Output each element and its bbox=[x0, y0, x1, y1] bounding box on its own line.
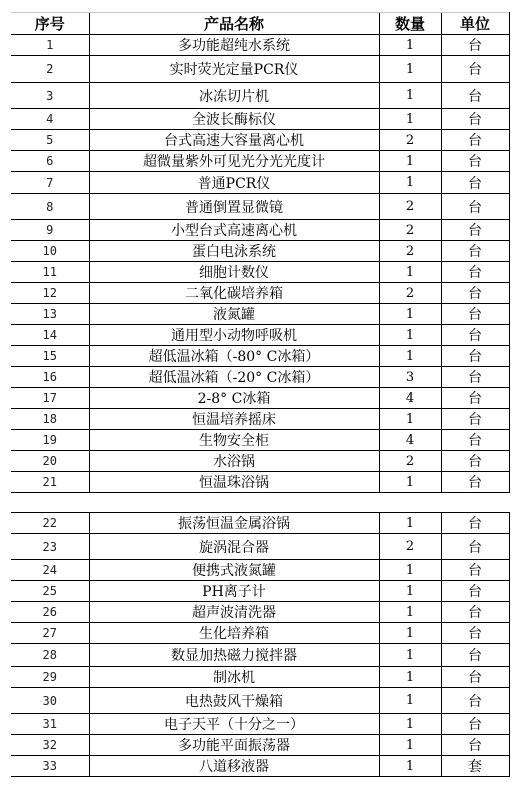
product-name: 便携式液氮罐 bbox=[89, 560, 379, 581]
product-name: 旋涡混合器 bbox=[89, 534, 379, 560]
row-number: 12 bbox=[11, 283, 89, 304]
table-row bbox=[11, 451, 509, 472]
row-number: 22 bbox=[11, 513, 89, 534]
row-number: 9 bbox=[11, 220, 89, 241]
unit: 台 bbox=[441, 472, 509, 493]
row-number: 17 bbox=[11, 388, 89, 409]
table-row bbox=[11, 304, 509, 325]
row-number: 24 bbox=[11, 560, 89, 581]
table-row bbox=[11, 560, 509, 581]
quantity: 1 bbox=[379, 262, 441, 283]
product-name: 电子天平（十分之一） bbox=[89, 714, 379, 735]
row-number: 19 bbox=[11, 430, 89, 451]
product-name: 生物安全柜 bbox=[89, 430, 379, 451]
table-row bbox=[11, 283, 509, 304]
quantity: 4 bbox=[379, 430, 441, 451]
unit: 台 bbox=[441, 262, 509, 283]
product-name: 八道移液器 bbox=[89, 756, 379, 777]
quantity: 1 bbox=[379, 623, 441, 644]
unit: 台 bbox=[441, 430, 509, 451]
table-row bbox=[11, 35, 509, 56]
quantity: 1 bbox=[379, 756, 441, 777]
quantity: 1 bbox=[379, 735, 441, 756]
row-number: 4 bbox=[11, 109, 89, 130]
unit: 台 bbox=[441, 602, 509, 623]
unit: 台 bbox=[441, 283, 509, 304]
product-name: 超低温冰箱（-80° C冰箱） bbox=[89, 346, 379, 367]
quantity: 2 bbox=[379, 220, 441, 241]
quantity: 2 bbox=[379, 283, 441, 304]
product-name: 多功能平面振荡器 bbox=[89, 735, 379, 756]
row-number: 10 bbox=[11, 241, 89, 262]
unit: 台 bbox=[441, 83, 509, 109]
unit: 台 bbox=[441, 194, 509, 220]
unit: 台 bbox=[441, 172, 509, 194]
unit: 台 bbox=[441, 581, 509, 602]
unit: 套 bbox=[441, 756, 509, 777]
equipment-table-top bbox=[11, 12, 510, 493]
unit: 台 bbox=[441, 109, 509, 130]
table-row bbox=[11, 409, 509, 430]
product-name: 超声波清洗器 bbox=[89, 602, 379, 623]
unit: 台 bbox=[441, 35, 509, 56]
quantity: 1 bbox=[379, 560, 441, 581]
table-row bbox=[11, 714, 509, 735]
header-no: 序号 bbox=[11, 13, 89, 35]
product-name: 恒温珠浴锅 bbox=[89, 472, 379, 493]
quantity: 3 bbox=[379, 367, 441, 388]
table-row bbox=[11, 262, 509, 283]
unit: 台 bbox=[441, 623, 509, 644]
product-name: 电热鼓风干燥箱 bbox=[89, 688, 379, 714]
table-row bbox=[11, 602, 509, 623]
table-row bbox=[11, 325, 509, 346]
unit: 台 bbox=[441, 667, 509, 688]
table-row bbox=[11, 346, 509, 367]
quantity: 1 bbox=[379, 688, 441, 714]
row-number: 28 bbox=[11, 644, 89, 667]
product-name: 水浴锅 bbox=[89, 451, 379, 472]
quantity: 1 bbox=[379, 325, 441, 346]
product-name: 生化培养箱 bbox=[89, 623, 379, 644]
row-number: 1 bbox=[11, 35, 89, 56]
product-name: 全波长酶标仪 bbox=[89, 109, 379, 130]
row-number: 27 bbox=[11, 623, 89, 644]
product-name: 振荡恒温金属浴锅 bbox=[89, 513, 379, 534]
row-number: 5 bbox=[11, 130, 89, 151]
row-number: 20 bbox=[11, 451, 89, 472]
row-number: 32 bbox=[11, 735, 89, 756]
product-name: 台式高速大容量离心机 bbox=[89, 130, 379, 151]
unit: 台 bbox=[441, 346, 509, 367]
unit: 台 bbox=[441, 220, 509, 241]
quantity: 1 bbox=[379, 513, 441, 534]
table-row bbox=[11, 513, 509, 534]
unit: 台 bbox=[441, 241, 509, 262]
product-name: 数显加热磁力搅拌器 bbox=[89, 644, 379, 667]
table-row bbox=[11, 688, 509, 714]
product-name: 蛋白电泳系统 bbox=[89, 241, 379, 262]
row-number: 13 bbox=[11, 304, 89, 325]
row-number: 7 bbox=[11, 172, 89, 194]
row-number: 11 bbox=[11, 262, 89, 283]
table-row bbox=[11, 623, 509, 644]
quantity: 1 bbox=[379, 109, 441, 130]
row-number: 31 bbox=[11, 714, 89, 735]
row-number: 18 bbox=[11, 409, 89, 430]
quantity: 1 bbox=[379, 581, 441, 602]
product-name: 液氮罐 bbox=[89, 304, 379, 325]
unit: 台 bbox=[441, 534, 509, 560]
unit: 台 bbox=[441, 130, 509, 151]
unit: 台 bbox=[441, 714, 509, 735]
product-name: 实时荧光定量PCR仪 bbox=[89, 56, 379, 83]
product-name: PH离子计 bbox=[89, 581, 379, 602]
table-row bbox=[11, 56, 509, 83]
quantity: 4 bbox=[379, 388, 441, 409]
header-unit: 单位 bbox=[441, 13, 509, 35]
row-number: 26 bbox=[11, 602, 89, 623]
product-name: 超微量紫外可见光分光光度计 bbox=[89, 151, 379, 172]
product-name: 恒温培养摇床 bbox=[89, 409, 379, 430]
table-row bbox=[11, 109, 509, 130]
table-row bbox=[11, 756, 509, 777]
row-number: 21 bbox=[11, 472, 89, 493]
equipment-table-bottom bbox=[11, 512, 510, 777]
product-name: 二氧化碳培养箱 bbox=[89, 283, 379, 304]
row-number: 16 bbox=[11, 367, 89, 388]
quantity: 1 bbox=[379, 644, 441, 667]
table-row bbox=[11, 472, 509, 493]
unit: 台 bbox=[441, 367, 509, 388]
unit: 台 bbox=[441, 325, 509, 346]
quantity: 1 bbox=[379, 602, 441, 623]
unit: 台 bbox=[441, 560, 509, 581]
quantity: 2 bbox=[379, 130, 441, 151]
table-row bbox=[11, 644, 509, 667]
product-name: 普通倒置显微镜 bbox=[89, 194, 379, 220]
product-name: 冰冻切片机 bbox=[89, 83, 379, 109]
unit: 台 bbox=[441, 409, 509, 430]
header-row bbox=[11, 13, 509, 35]
row-number: 14 bbox=[11, 325, 89, 346]
table-row bbox=[11, 581, 509, 602]
quantity: 1 bbox=[379, 409, 441, 430]
table-row bbox=[11, 388, 509, 409]
quantity: 1 bbox=[379, 667, 441, 688]
table-row bbox=[11, 430, 509, 451]
unit: 台 bbox=[441, 735, 509, 756]
table-row bbox=[11, 667, 509, 688]
product-name: 多功能超纯水系统 bbox=[89, 35, 379, 56]
product-name: 超低温冰箱（-20° C冰箱） bbox=[89, 367, 379, 388]
row-number: 2 bbox=[11, 56, 89, 83]
unit: 台 bbox=[441, 451, 509, 472]
quantity: 1 bbox=[379, 151, 441, 172]
table-row bbox=[11, 241, 509, 262]
product-name: 普通PCR仪 bbox=[89, 172, 379, 194]
table-row bbox=[11, 367, 509, 388]
quantity: 1 bbox=[379, 35, 441, 56]
quantity: 1 bbox=[379, 56, 441, 83]
row-number: 33 bbox=[11, 756, 89, 777]
unit: 台 bbox=[441, 56, 509, 83]
quantity: 1 bbox=[379, 304, 441, 325]
table-row bbox=[11, 130, 509, 151]
product-name: 细胞计数仪 bbox=[89, 262, 379, 283]
quantity: 1 bbox=[379, 83, 441, 109]
header-name: 产品名称 bbox=[89, 13, 379, 35]
unit: 台 bbox=[441, 388, 509, 409]
unit: 台 bbox=[441, 688, 509, 714]
row-number: 23 bbox=[11, 534, 89, 560]
quantity: 2 bbox=[379, 451, 441, 472]
row-number: 25 bbox=[11, 581, 89, 602]
unit: 台 bbox=[441, 513, 509, 534]
table-row bbox=[11, 83, 509, 109]
table-row bbox=[11, 151, 509, 172]
unit: 台 bbox=[441, 644, 509, 667]
quantity: 2 bbox=[379, 241, 441, 262]
table-row bbox=[11, 735, 509, 756]
table-row bbox=[11, 534, 509, 560]
product-name: 2-8° C冰箱 bbox=[89, 388, 379, 409]
row-number: 6 bbox=[11, 151, 89, 172]
unit: 台 bbox=[441, 151, 509, 172]
row-number: 15 bbox=[11, 346, 89, 367]
quantity: 1 bbox=[379, 714, 441, 735]
quantity: 1 bbox=[379, 346, 441, 367]
header-qty: 数量 bbox=[379, 13, 441, 35]
table-row bbox=[11, 194, 509, 220]
quantity: 2 bbox=[379, 534, 441, 560]
row-number: 8 bbox=[11, 194, 89, 220]
unit: 台 bbox=[441, 304, 509, 325]
table-row bbox=[11, 220, 509, 241]
quantity: 1 bbox=[379, 172, 441, 194]
row-number: 3 bbox=[11, 83, 89, 109]
product-name: 通用型小动物呼吸机 bbox=[89, 325, 379, 346]
product-name: 制冰机 bbox=[89, 667, 379, 688]
row-number: 30 bbox=[11, 688, 89, 714]
row-number: 29 bbox=[11, 667, 89, 688]
quantity: 1 bbox=[379, 472, 441, 493]
quantity: 2 bbox=[379, 194, 441, 220]
table-row bbox=[11, 172, 509, 194]
page-gap bbox=[0, 500, 520, 512]
product-name: 小型台式高速离心机 bbox=[89, 220, 379, 241]
